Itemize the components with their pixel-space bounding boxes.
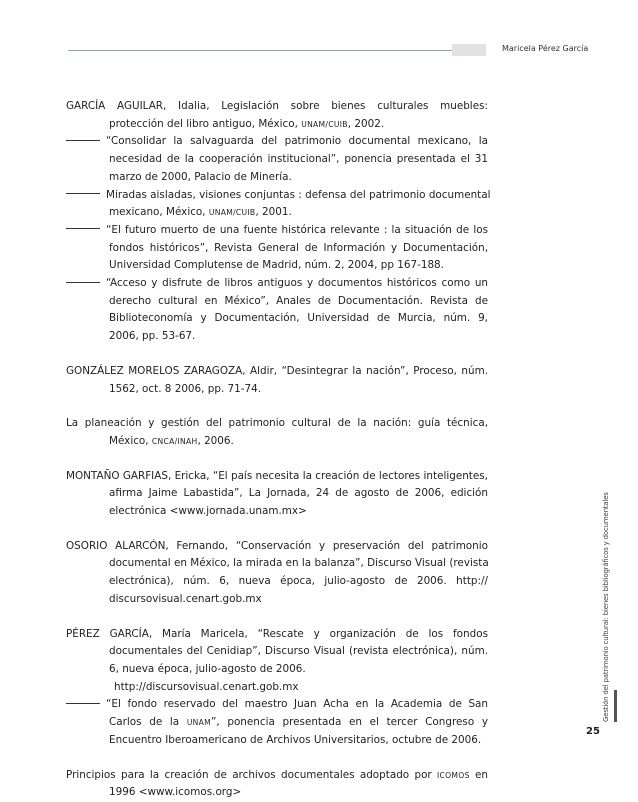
- reference-text: mexicano, México,: [109, 206, 209, 219]
- reference-line: documentales del Cenidiap”, Discurso Visual (revista electrónica), núm.: [109, 645, 488, 658]
- reference-entry: [66, 187, 491, 222]
- reference-line: 1996 <www.icomos.org>: [109, 786, 242, 799]
- reference-line: [66, 714, 488, 732]
- reference-line: necesidad de la cooperación institucional”, ponencia presentada el 31: [109, 153, 488, 166]
- reference-line: Encuentro Iberoamericano de Archivos Universitarios, octubre de 2006.: [109, 733, 482, 746]
- reference-line: [66, 204, 488, 222]
- reference-text: Carlos de la: [109, 716, 187, 729]
- running-side-title: Gestión del patrimonio cultural: bienes bibliográficos y documentales: [602, 492, 610, 722]
- reference-line: [66, 133, 488, 151]
- reference-line: La planeación y gestión del patrimonio cultural de la nación: guía técnica,: [66, 417, 488, 430]
- reference-entry: [66, 222, 488, 275]
- reference-line: [66, 222, 488, 240]
- reference-line: GARCÍA AGUILAR, Idalia, Legislación sobre bienes culturales muebles:: [66, 100, 488, 112]
- reference-line: discursovisual.cenart.gob.mx: [109, 592, 262, 605]
- repeat-author-dash: [66, 703, 100, 704]
- reference-line: 2006, pp. 53-67.: [109, 330, 196, 343]
- entry-gap: [66, 609, 488, 626]
- reference-line: [66, 275, 488, 293]
- acronym: UNAM: [186, 718, 211, 728]
- reference-text: , 2001.: [255, 206, 292, 219]
- reference-line: PÉREZ GARCÍA, María Maricela, “Rescate y organización de los fondos: [66, 627, 488, 640]
- reference-line: Biblioteconomía y Documentación, Universidad de Murcia, núm. 9,: [109, 312, 488, 325]
- reference-text: protección del libro antiguo, México,: [109, 117, 302, 130]
- reference-line: [66, 116, 488, 134]
- repeat-author-dash: [66, 140, 100, 141]
- reference-text: “El futuro muerto de una fuente histórica relevante : la situación de los: [106, 223, 488, 236]
- entry-gap: [66, 750, 488, 767]
- reference-line: 1562, oct. 8 2006, pp. 71-74.: [109, 382, 262, 395]
- repeat-author-dash: [66, 228, 100, 229]
- page-number: 25: [586, 726, 600, 737]
- reference-text: Principios para la creación de archivos documentales adoptado por: [66, 768, 438, 781]
- reference-line: electrónica), núm. 6, nueva época, julio-agosto de 2006. http://: [109, 575, 488, 588]
- reference-line: derecho cultural en México”, Anales de Documentación. Revista de: [109, 294, 488, 307]
- reference-text: “El fondo reservado del maestro Juan Acha en la Academia de San: [106, 698, 488, 711]
- reference-line: 6, nueva época, julio-agosto de 2006.: [109, 662, 306, 675]
- reference-line: http://discursovisual.cenart.gob.mx: [114, 680, 299, 693]
- running-header-author: Maricela Pérez García: [502, 44, 589, 53]
- side-bar: [614, 690, 617, 722]
- reference-entry: [66, 275, 488, 346]
- acronym: UNAM/CUIB: [301, 119, 348, 129]
- reference-line: fondos históricos”, Revista General de Información y Documentación,: [109, 241, 488, 254]
- reference-entry: [66, 415, 488, 450]
- acronym: UNAM/CUIB: [208, 208, 256, 218]
- reference-entry: [66, 468, 488, 521]
- reference-text: , 2002.: [347, 117, 385, 130]
- reference-entry: [66, 98, 488, 133]
- entry-gap: [66, 521, 488, 538]
- reference-line: [66, 187, 491, 205]
- reference-line: [66, 696, 488, 714]
- reference-text: , 2006.: [197, 434, 234, 447]
- reference-line: documental en México, la mirada en la balanza”, Discurso Visual (revista: [109, 557, 489, 570]
- reference-text: México,: [109, 434, 152, 447]
- acronym: ICOMOS: [437, 770, 470, 780]
- reference-text: “Consolidar la salvaguarda del patrimonio documental mexicano, la: [106, 135, 488, 148]
- reference-entry: [66, 626, 488, 697]
- reference-line: MONTAÑO GARFIAS, Ericka, “El país necesita la creación de lectores inteligentes,: [66, 469, 488, 482]
- header-block: [452, 44, 486, 56]
- reference-line: electrónica <www.jornada.unam.mx>: [109, 505, 307, 518]
- reference-line: OSORIO ALARCÓN, Fernando, “Conservación y preservación del patrimonio: [66, 539, 488, 552]
- reference-entry: [66, 538, 488, 609]
- reference-entry: [66, 363, 488, 398]
- reference-line: marzo de 2000, Palacio de Minería.: [109, 170, 292, 183]
- reference-text: ”, ponencia presentada en el tercer Congreso y: [211, 716, 488, 729]
- acronym: CNCA/INAH: [151, 436, 198, 446]
- entry-gap: [66, 346, 488, 363]
- reference-entry: [66, 133, 488, 186]
- reference-line: [66, 433, 488, 451]
- reference-entry: [66, 696, 488, 749]
- reference-text: Miradas aisladas, visiones conjuntas : defensa del patrimonio documental: [106, 188, 491, 201]
- reference-line: GONZÁLEZ MORELOS ZARAGOZA, Aldir, “Desintegrar la nación”, Proceso, núm.: [66, 364, 488, 377]
- entry-gap: [66, 451, 488, 468]
- references-list: [66, 98, 491, 802]
- repeat-author-dash: [66, 282, 100, 283]
- reference-line: afirma Jaime Labastida”, La Jornada, 24 de agosto de 2006, edición: [109, 487, 488, 500]
- reference-text: en: [469, 768, 488, 781]
- reference-line: [66, 767, 488, 785]
- entry-gap: [66, 398, 488, 415]
- reference-line: Universidad Complutense de Madrid, núm. 2, 2004, pp 167-188.: [109, 259, 444, 272]
- reference-text: “Acceso y disfrute de libros antiguos y documentos históricos como un: [106, 277, 488, 290]
- repeat-author-dash: [66, 193, 100, 194]
- header-rule: [68, 50, 456, 51]
